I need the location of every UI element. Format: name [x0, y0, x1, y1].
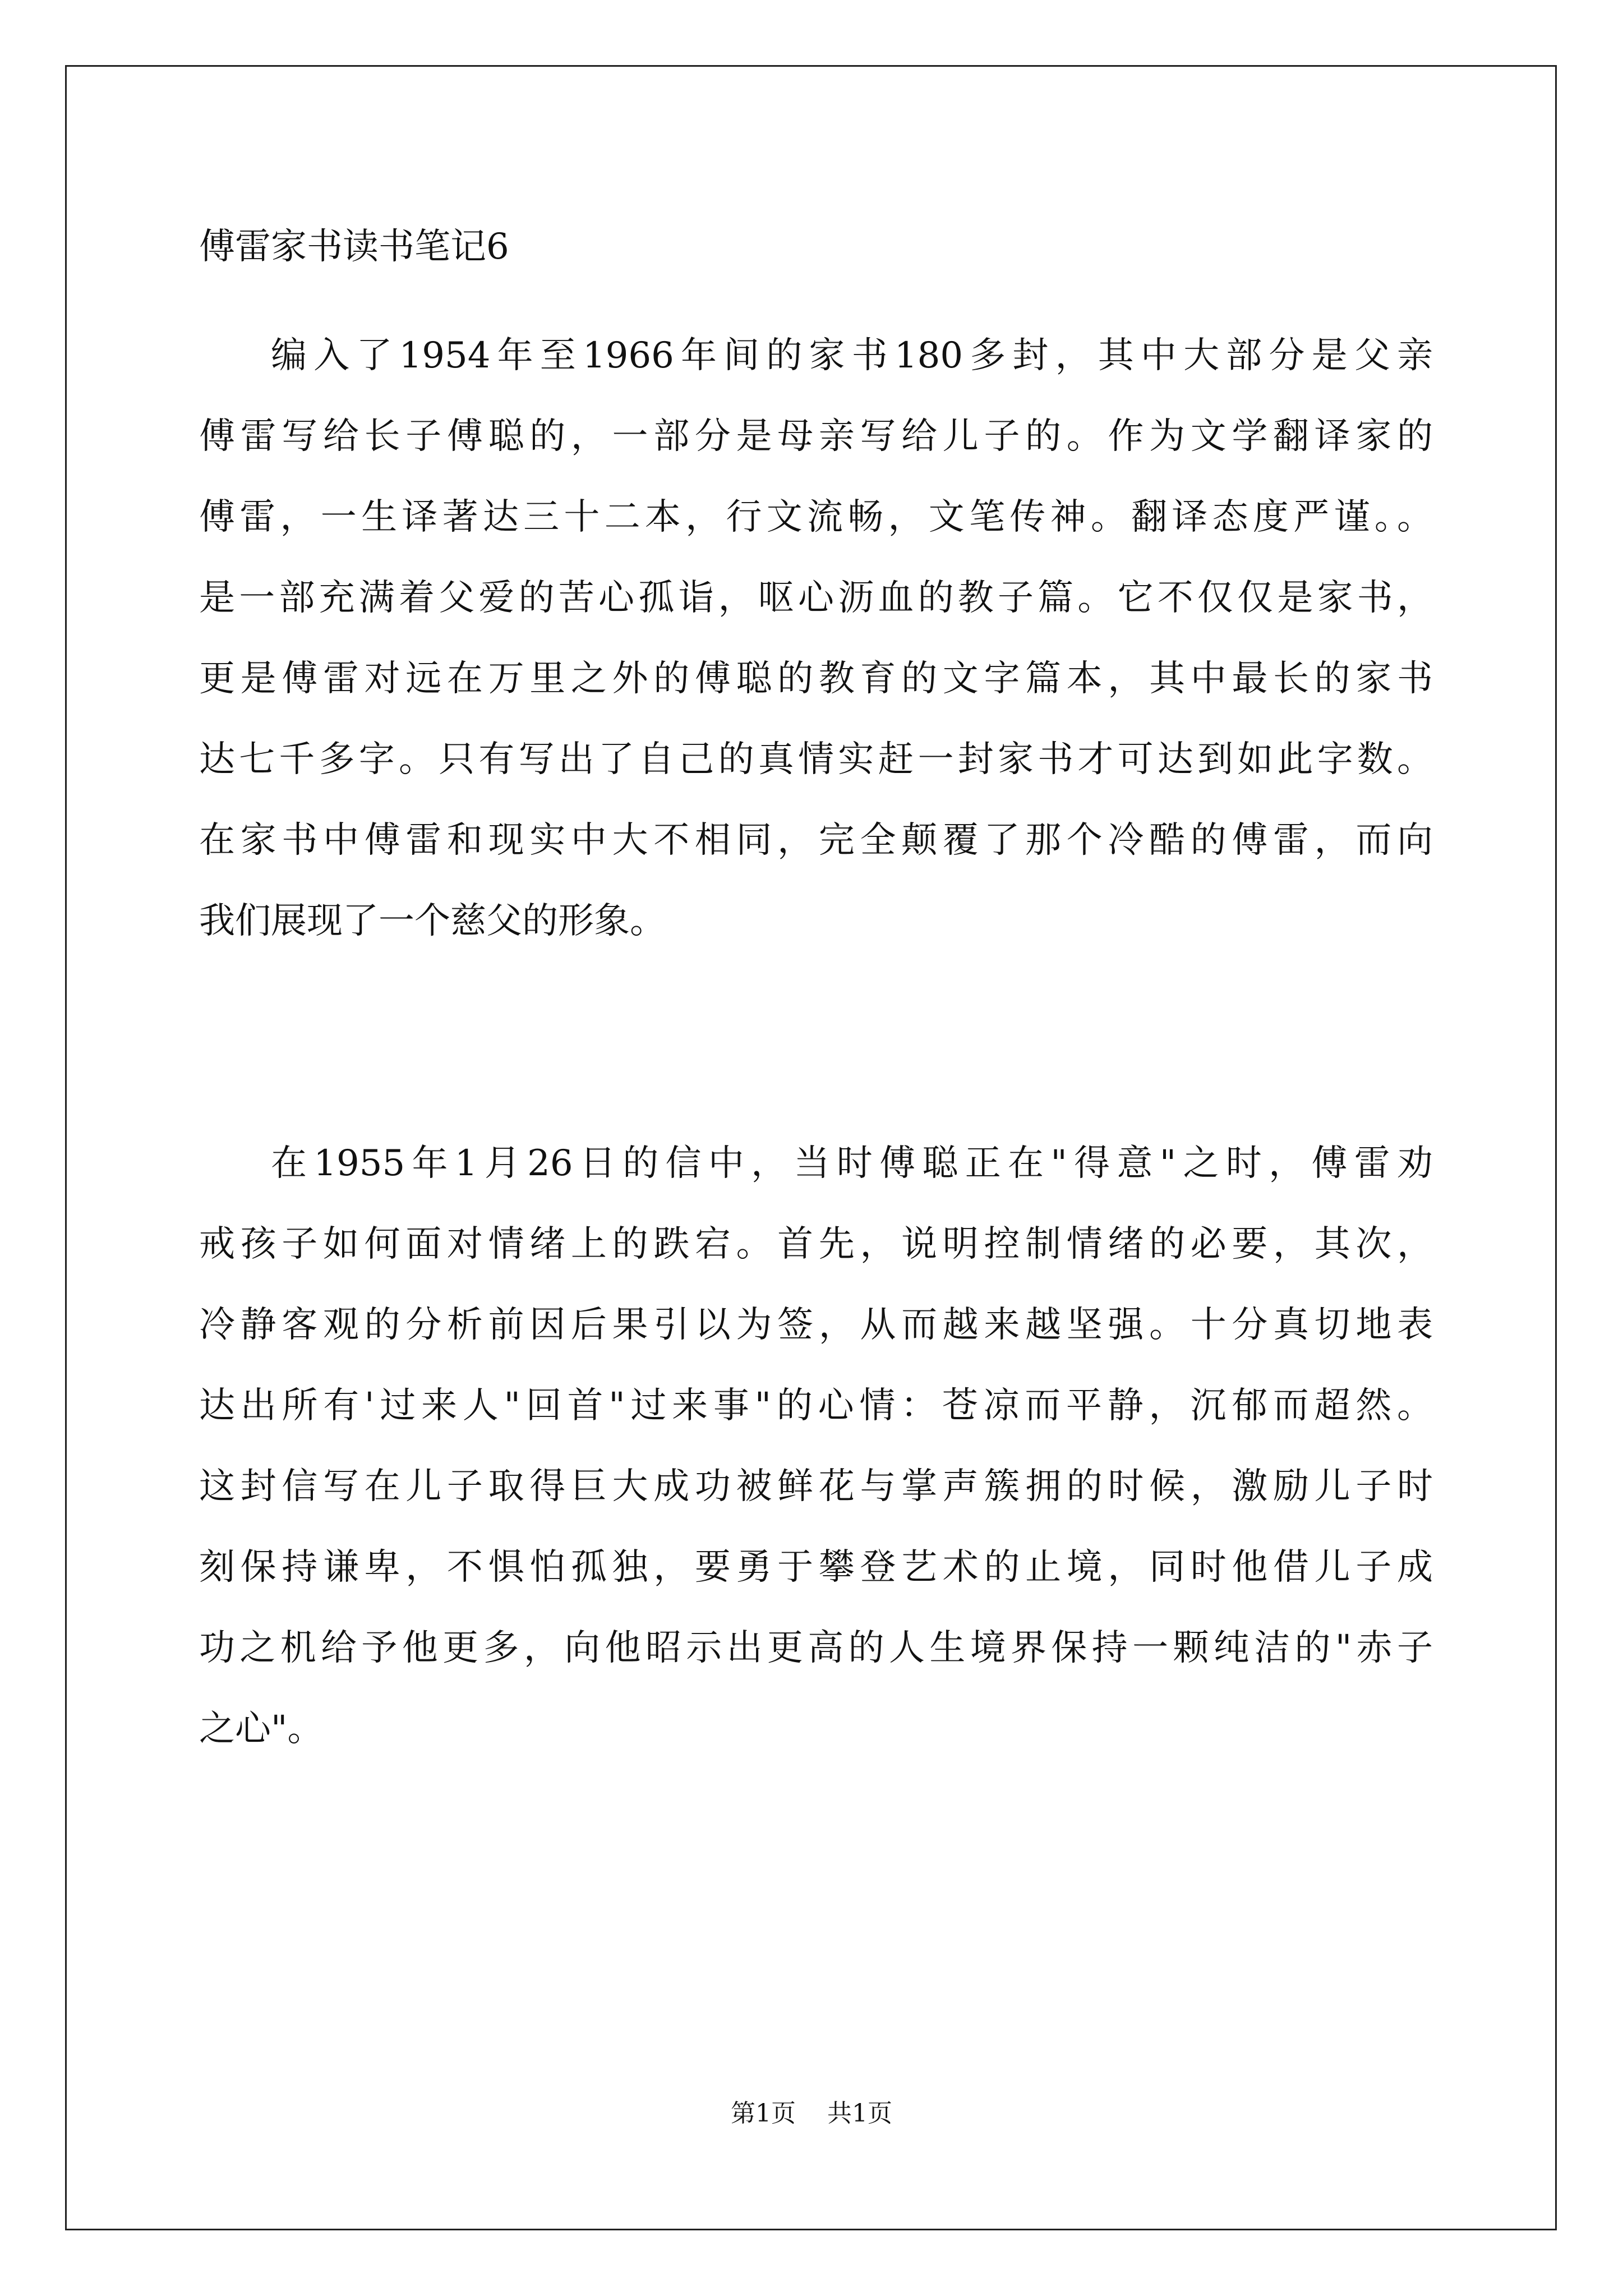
text-line: 达出所有'过来人"回首"过来事"的心情：苍凉而平静，沉郁而超然。 [199, 1385, 1433, 1427]
text-line: 更是傅雷对远在万里之外的傅聪的教育的文字篇本，其中最长的家书 [199, 658, 1433, 700]
page-footer [0, 2097, 1623, 2131]
text-line: 功之机给予他更多，向他昭示出更高的人生境界保持一颗纯洁的"赤子 [199, 1627, 1433, 1669]
text-line: 之心"。 [199, 1708, 324, 1750]
text-line: 达七千多字。只有写出了自己的真情实赶一封家书才可达到如此字数。 [199, 739, 1433, 780]
paragraph-2 [199, 1123, 1433, 1769]
text-line: 傅雷，一生译著达三十二本，行文流畅，文笔传神。翻译态度严谨。。 [199, 496, 1433, 538]
text-line: 我们展现了一个慈父的形象。 [199, 900, 666, 942]
page-number-total: 共1页 [827, 2099, 892, 2128]
text-line: 冷静客观的分析前因后果引以为签，从而越来越坚强。十分真切地表 [199, 1304, 1433, 1346]
document-body [199, 213, 1433, 1750]
text-line: 刻保持谦卑，不惧怕孤独，要勇于攀登艺术的止境，同时他借儿子成 [199, 1547, 1433, 1588]
paragraph-1 [199, 315, 1433, 961]
text-line: 傅雷写给长子傅聪的，一部分是母亲写给儿子的。作为文学翻译家的 [199, 416, 1433, 457]
page-number-current: 第1页 [731, 2099, 796, 2128]
text-line: 这封信写在儿子取得巨大成功被鲜花与掌声簇拥的时候，激励儿子时 [199, 1466, 1433, 1507]
text-line: 在家书中傅雷和现实中大不相同，完全颠覆了那个冷酷的傅雷，而向 [199, 820, 1433, 861]
document-title: 傅雷家书读书笔记6 [199, 226, 509, 268]
text-line: 是一部充满着父爱的苦心孤诣，呕心沥血的教子篇。它不仅仅是家书， [199, 577, 1433, 619]
text-line: 在1955年1月26日的信中，当时傅聪正在"得意"之时，傅雷劝 [271, 1143, 1433, 1184]
text-line: 戒孩子如何面对情绪上的跌宕。首先，说明控制情绪的必要，其次， [199, 1223, 1433, 1265]
text-line: 编入了1954年至1966年间的家书180多封，其中大部分是父亲 [271, 335, 1433, 376]
